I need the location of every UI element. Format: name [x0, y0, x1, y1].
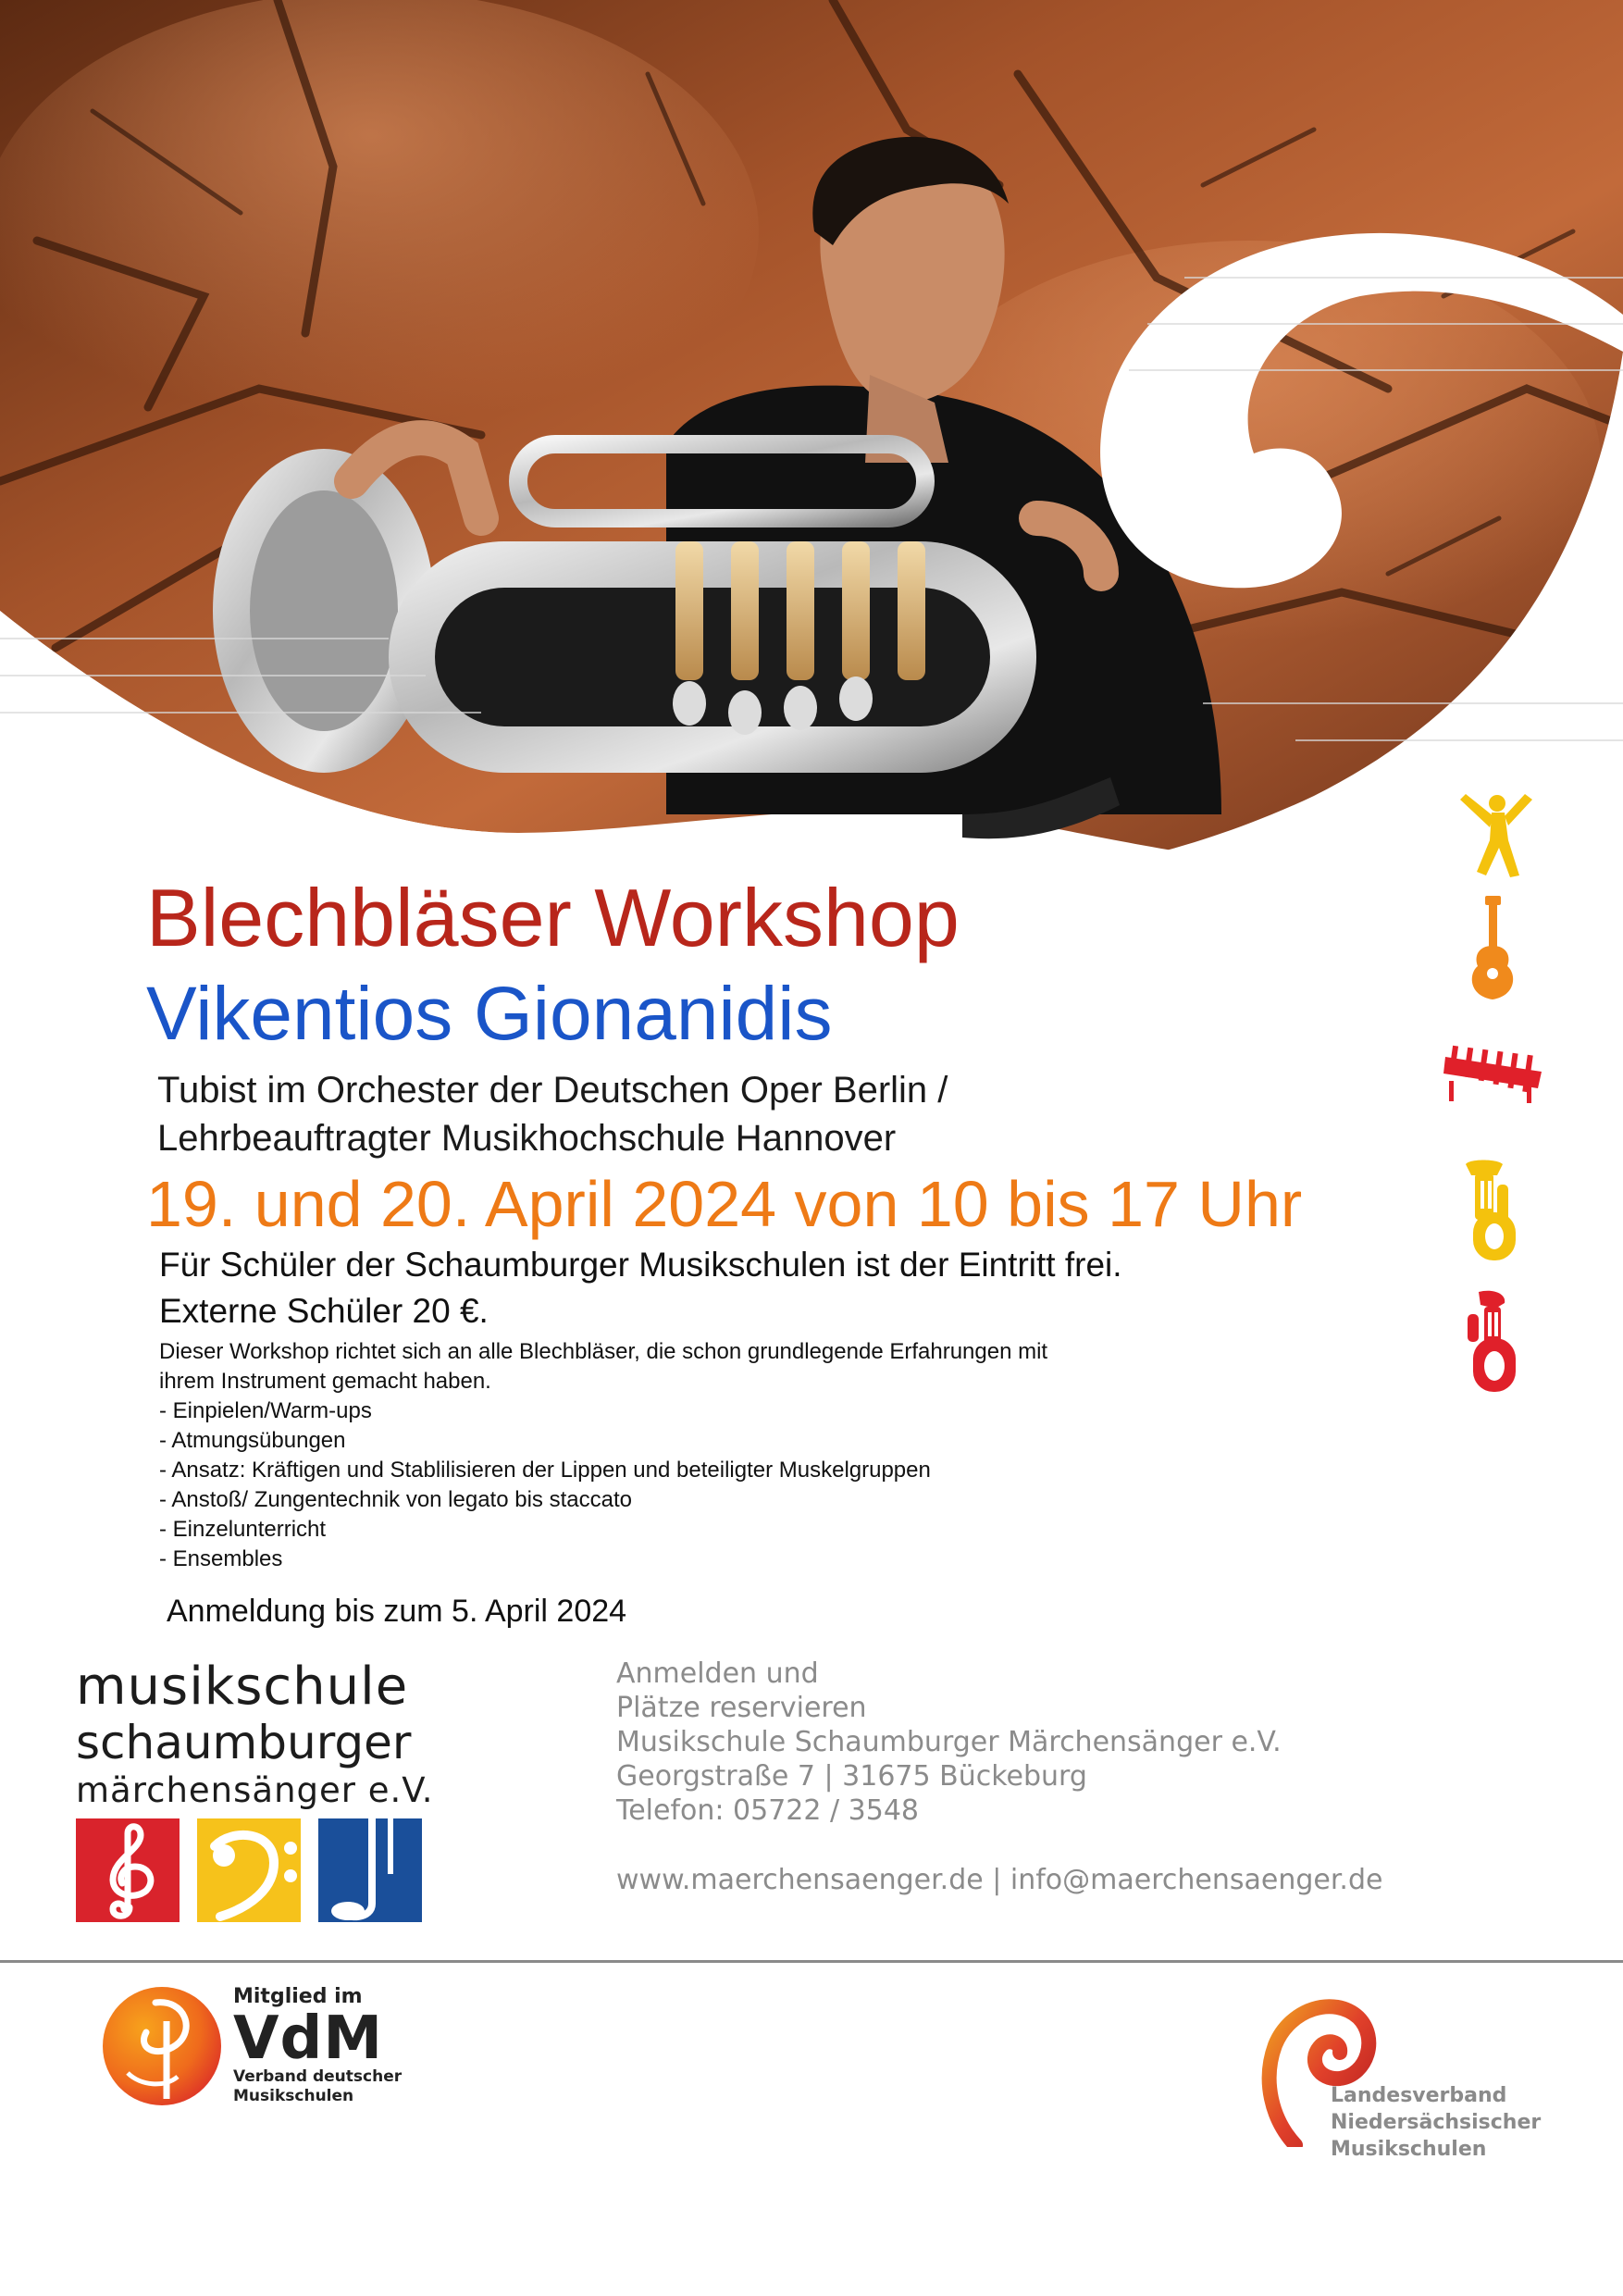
instructor-name: Vikentios Gionanidis [146, 972, 833, 1056]
tuba-icon [1460, 1157, 1527, 1264]
role-line-1: Tubist im Orchester der Deutschen Oper Berlin / [157, 1070, 948, 1111]
landesverband-text [1331, 2082, 1541, 2163]
event-date: 19. und 20. April 2024 von 10 bis 17 Uhr [146, 1168, 1303, 1240]
school-logo-line-3: märchensänger e.V. [76, 1770, 434, 1810]
vdm-name-line-1: Verband deutscher [233, 2067, 403, 2086]
fee-info [159, 1242, 1122, 1334]
list-item: - Atmungsübungen [159, 1428, 346, 1453]
workshop-title: Blechbläser Workshop [146, 872, 960, 963]
school-logo-line-1: musikschule [76, 1657, 409, 1717]
fee-line-1: Für Schüler der Schaumburger Musikschulen ist der Eintritt frei. [159, 1246, 1122, 1284]
vdm-name-line-2: Musikschulen [233, 2087, 354, 2105]
contact-line-3: Musikschule Schaumburger Märchensänger e.V. [616, 1726, 1282, 1758]
role-line-2: Lehrbeauftragter Musikhochschule Hannover [157, 1118, 897, 1159]
list-item: - Ensembles [159, 1546, 283, 1571]
contact-address: Georgstraße 7 | 31675 Bückeburg [616, 1760, 1087, 1793]
list-item: - Einpielen/Warm-ups [159, 1398, 372, 1423]
list-item: - Einzelunterricht [159, 1517, 327, 1542]
contact-phone: Telefon: 05722 / 3548 [616, 1794, 920, 1827]
vdm-emblem-icon [100, 1984, 224, 2108]
vdm-member-label: Mitglied im [233, 1985, 363, 2008]
intro-line-1: Dieser Workshop richtet sich an alle Blechbläser, die schon grundlegende Erfahrungen mit [159, 1339, 1048, 1364]
contact-line-2: Plätze reservieren [616, 1692, 867, 1724]
instructor-role [157, 1066, 948, 1162]
list-item: - Ansatz: Kräftigen und Stablilisieren der Lippen und beteiligter Muskelgruppen [159, 1458, 931, 1483]
xylophone-icon [1442, 1044, 1549, 1105]
contact-block [616, 1657, 1382, 1897]
lnm-line-2: Niedersächsischer [1331, 2111, 1542, 2134]
workshop-description [159, 1337, 1047, 1574]
lnm-line-3: Musikschulen [1331, 2138, 1487, 2161]
intro-line-2: ihrem Instrument gemacht haben. [159, 1369, 491, 1394]
guitar-icon [1465, 896, 1520, 1005]
fee-line-2: Externe Schüler 20 €. [159, 1292, 489, 1330]
registration-deadline: Anmeldung bis zum 5. April 2024 [167, 1594, 627, 1629]
school-logo-line-2: schaumburger [76, 1716, 412, 1769]
contact-web-email[interactable]: www.maerchensaenger.de | info@maerchensaenger.de [616, 1864, 1383, 1896]
footer-divider [0, 1960, 1623, 1963]
music-clefs-logo [76, 1818, 422, 1922]
vdm-acronym: VdM [233, 2004, 384, 2073]
contact-line-1: Anmelden und [616, 1657, 819, 1690]
lnm-line-1: Landesverband [1331, 2084, 1507, 2107]
dancer-icon [1453, 787, 1536, 879]
school-logo [76, 1658, 434, 1812]
vdm-logo-text [233, 1984, 402, 2106]
list-item: - Anstoß/ Zungentechnik von legato bis staccato [159, 1487, 632, 1512]
euphonium-icon [1466, 1290, 1523, 1394]
hero-photo [0, 0, 1623, 888]
